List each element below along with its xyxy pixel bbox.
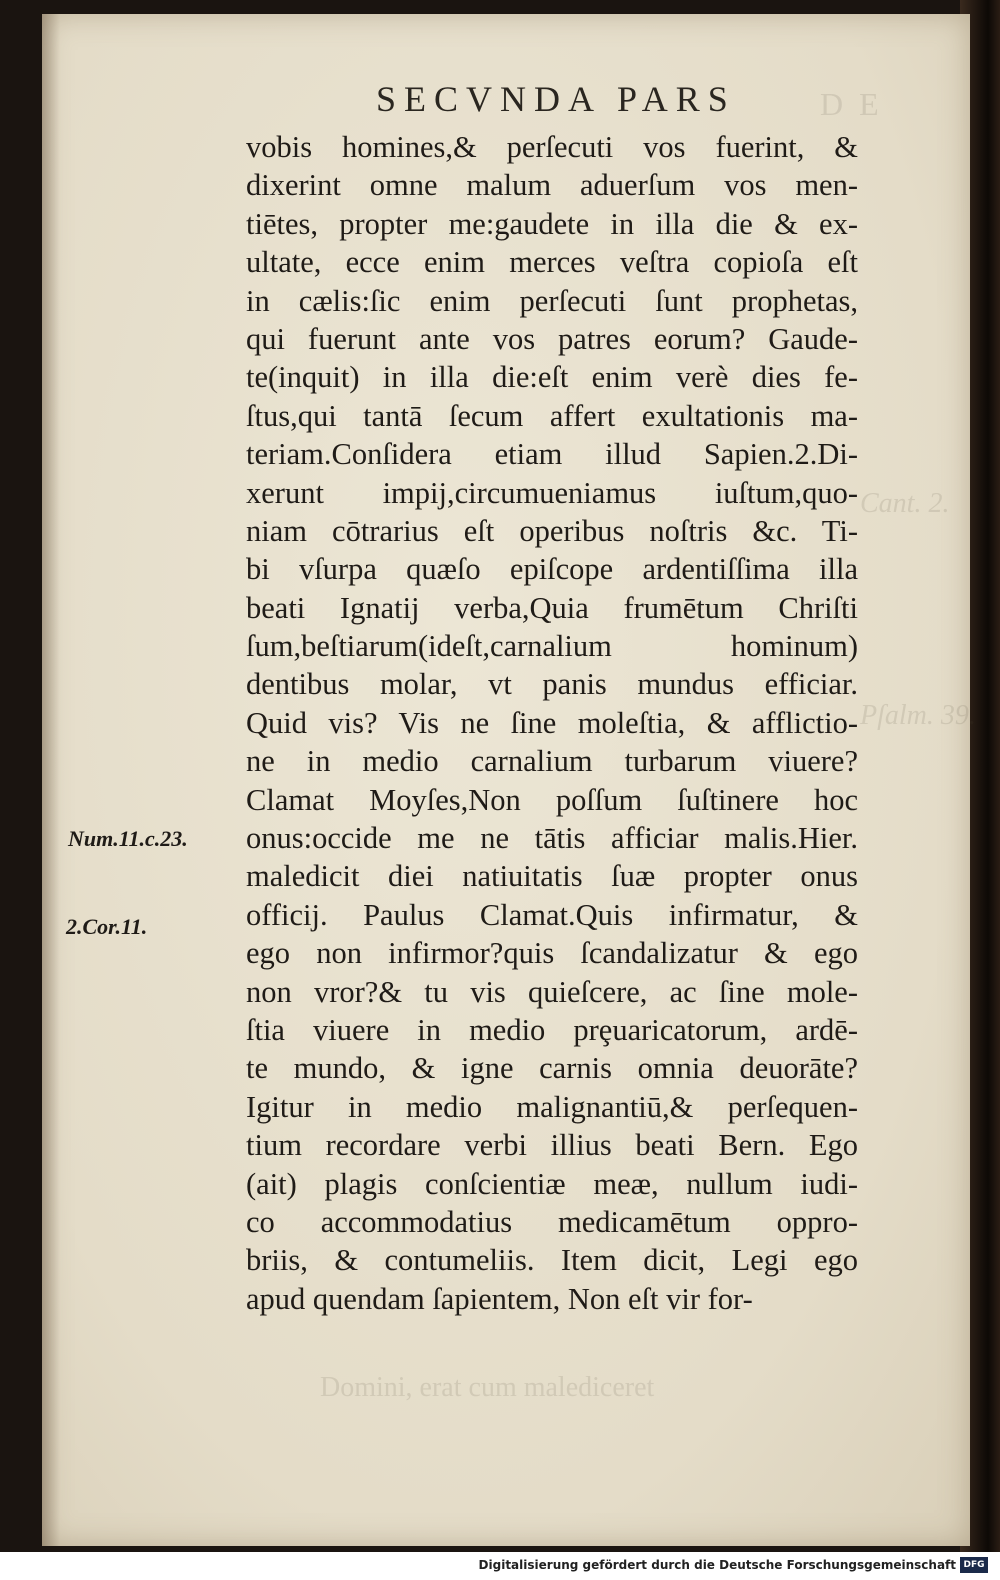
- text-line: vobis homines,& perſecuti vos fuerint, &: [246, 130, 858, 164]
- text-line: xerunt impij,circumueniamus iuſtum,quo-: [246, 475, 858, 510]
- text-line: non vror?& tu vis quieſcere, ac ſine mole-: [246, 974, 858, 1009]
- margin-note: Num.11.c.23.: [68, 826, 188, 851]
- text-line: tiētes, propter me:gaudete in illa die & ex-: [246, 206, 858, 241]
- text-line: ſum,beſtiarum(ideſt,carnalium hominum): [246, 629, 858, 664]
- text-line: in cælis:ſic enim perſecuti ſunt prophetas,: [246, 283, 858, 318]
- dfg-logo-icon: DFG: [960, 1557, 988, 1573]
- text-line: Clamat Moyſes,Non poſſum ſuſtinere hoc: [246, 782, 858, 817]
- bleed-through-head: D E: [820, 86, 883, 122]
- text-line: beati Ignatij verba,Quia frumētum Chriſti: [246, 590, 858, 625]
- text-line: tium recordare verbi illius beati Bern. Ego: [246, 1128, 858, 1163]
- text-line: ſtus,qui tantā ſecum affert exultationis ma-: [246, 398, 858, 433]
- text-line: co accommodatius medicamētum oppro-: [246, 1204, 858, 1239]
- gutter-shadow: [42, 14, 60, 1546]
- funding-notice: Digitalisierung gefördert durch die Deutsche Forschungsgemeinschaft: [478, 1558, 956, 1572]
- bleed-through-line: Domini, erat cum malediceret: [320, 1372, 655, 1403]
- text-line: teriam.Conſidera etiam illud Sapien.2.Di-: [246, 437, 858, 472]
- text-line: maledicit diei natiuitatis ſuæ propter onus: [246, 859, 858, 894]
- text-line: ne in medio carnalium turbarum viuere?: [246, 744, 858, 779]
- text-line: (ait) plagis conſcientiæ meæ, nullum iudi-: [246, 1166, 858, 1201]
- text-line: dixerint omne malum aduerſum vos men-: [246, 168, 858, 203]
- text-line: ſtia viuere in medio prȩuaricatorum, ardē-: [246, 1012, 858, 1047]
- text-line: ultate, ecce enim merces veſtra copioſa eſt: [246, 245, 858, 280]
- text-line: qui fuerunt ante vos patres eorum? Gaude-: [246, 321, 858, 356]
- text-line: briis, & contumeliis. Item dicit, Legi ego: [246, 1243, 858, 1278]
- text-line: apud quendam ſapientem, Non eſt vir for-: [246, 1281, 753, 1316]
- text-line: officij. Paulus Clamat.Quis infirmatur, &: [246, 897, 858, 932]
- text-line: te mundo, & igne carnis omnia deuorāte?: [246, 1051, 858, 1086]
- text-line: dentibus molar, vt panis mundus efficiar.: [246, 667, 858, 702]
- text-line: Igitur in medio malignantiū,& perſequen-: [246, 1089, 858, 1124]
- text-line: bi vſurpa quæſo epiſcope ardentiſſima illa: [246, 552, 858, 587]
- text-line: ego non infirmor?quis ſcandalizatur & ego: [246, 936, 858, 971]
- bleed-through-note: Pſalm. 39.: [860, 700, 976, 731]
- text-line: niam cōtrarius eſt operibus noſtris &c. Ti-: [246, 513, 858, 548]
- text-line: Quid vis? Vis ne ſine moleſtia, & afflictio-: [246, 705, 858, 740]
- text-line: te(inquit) in illa die:eſt enim verè dies fe-: [246, 360, 858, 395]
- body-text: [246, 128, 858, 1318]
- running-head: SECVNDA PARS: [376, 79, 736, 119]
- margin-note: 2.Cor.11.: [66, 914, 148, 939]
- bleed-through-note: Cant. 2.: [860, 488, 950, 519]
- text-line: onus:occide me ne tātis afficiar malis.Hier.: [246, 821, 858, 856]
